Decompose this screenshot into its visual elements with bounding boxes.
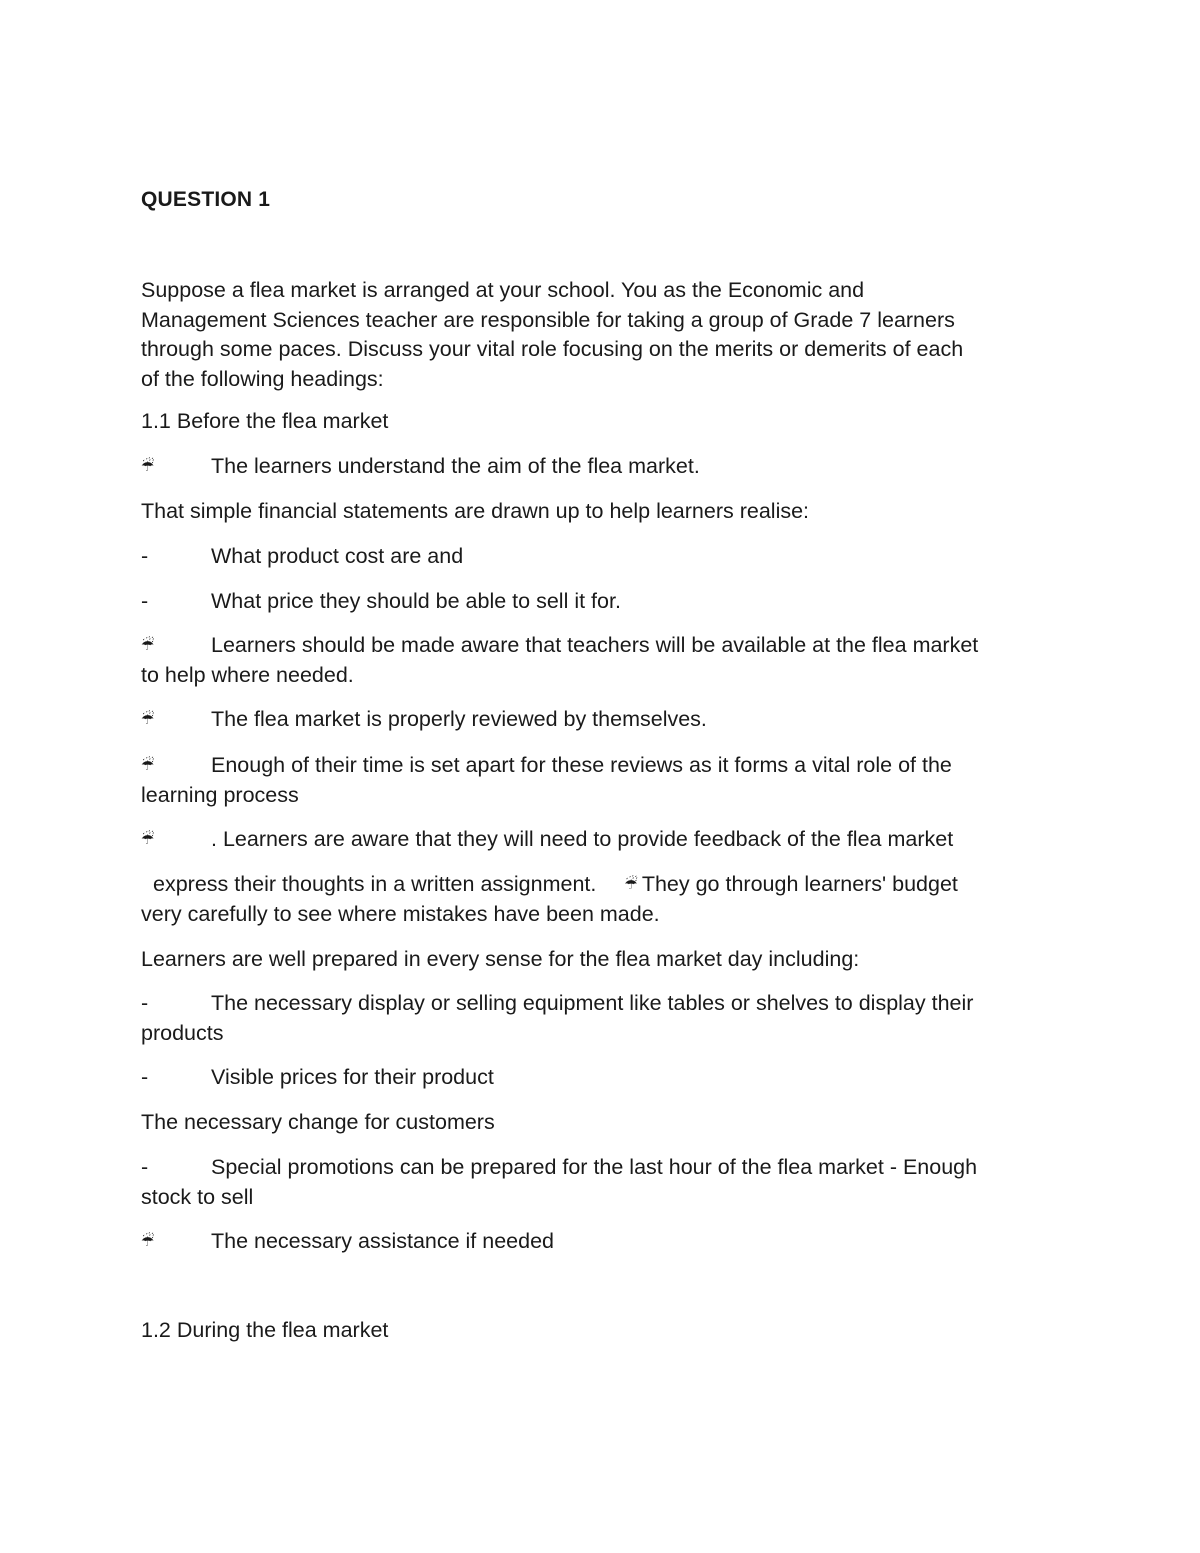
bullet-text: The necessary assistance if needed — [211, 1229, 555, 1253]
dash-text: What product cost are and — [211, 544, 464, 568]
bullet-text: Learners should be made aware that teachers will be available at the flea market — [211, 633, 979, 657]
statements-intro: That simple financial statements are drawn up to help learners realise: — [141, 499, 810, 523]
intro-paragraph — [141, 276, 1061, 394]
bullet-text-continued: learning process — [141, 782, 299, 807]
dash-text: Special promotions can be prepared for the last hour of the flea market - Enough — [211, 1155, 978, 1179]
dash-text-continued: products — [141, 1020, 224, 1045]
bullet-text: The flea market is properly reviewed by themselves. — [211, 707, 707, 731]
question-heading: QUESTION 1 — [141, 188, 271, 211]
change-paragraph: The necessary change for customers — [141, 1110, 495, 1134]
bullet-item — [141, 705, 1061, 735]
prepared-paragraph: Learners are well prepared in every sense for the flea market day including: — [141, 947, 860, 971]
dash-marker: - — [141, 991, 149, 1015]
dash-marker: - — [141, 1155, 149, 1179]
express-text-b: They go through learners' budget — [641, 872, 958, 896]
bullet-text: . Learners are aware that they will need to provide feedback of the flea market — [211, 827, 954, 851]
express-text: express their thoughts in a written assignment. — [153, 872, 597, 896]
bullet-item — [141, 631, 1061, 690]
express-text-continued: very carefully to see where mistakes have been made. — [141, 901, 660, 926]
bullet-item — [141, 452, 1061, 482]
umbrella-bullet-icon: ☔ — [141, 1233, 155, 1250]
express-paragraph — [141, 870, 1061, 929]
umbrella-bullet-icon: ☔ — [141, 637, 155, 654]
dash-text: What price they should be able to sell it for. — [211, 589, 621, 613]
section-heading-1-2: 1.2 During the flea market — [141, 1318, 389, 1342]
intro-line: Suppose a flea market is arranged at your school. You as the Economic and — [141, 278, 865, 302]
dash-item — [141, 1153, 1061, 1212]
bullet-item — [141, 825, 1061, 855]
bullet-text: The learners understand the aim of the flea market. — [211, 454, 700, 478]
umbrella-bullet-icon: ☔ — [141, 711, 155, 728]
dash-item — [141, 587, 1061, 617]
intro-line: through some paces. Discuss your vital role focusing on the merits or demerits of each — [141, 337, 964, 361]
intro-line: Management Sciences teacher are responsible for taking a group of Grade 7 learners — [141, 307, 955, 332]
bullet-item — [141, 1227, 1061, 1257]
umbrella-bullet-icon: ☔ — [624, 876, 638, 893]
dash-item — [141, 1063, 1061, 1093]
bullet-text-continued: to help where needed. — [141, 662, 354, 687]
dash-marker: - — [141, 544, 149, 568]
umbrella-bullet-icon: ☔ — [141, 458, 155, 475]
bullet-item — [141, 751, 1061, 810]
dash-marker: - — [141, 589, 149, 613]
section-heading-1-1: 1.1 Before the flea market — [141, 409, 389, 433]
intro-line: of the following headings: — [141, 366, 384, 391]
dash-item — [141, 542, 1061, 572]
dash-text: The necessary display or selling equipment like tables or shelves to display their — [211, 991, 974, 1015]
dash-marker: - — [141, 1065, 149, 1089]
umbrella-bullet-icon: ☔ — [141, 757, 155, 774]
dash-text: Visible prices for their product — [211, 1065, 494, 1089]
dash-item — [141, 989, 1061, 1048]
bullet-text: Enough of their time is set apart for these reviews as it forms a vital role of the — [211, 753, 952, 777]
dash-text-continued: stock to sell — [141, 1184, 254, 1209]
umbrella-bullet-icon: ☔ — [141, 831, 155, 848]
